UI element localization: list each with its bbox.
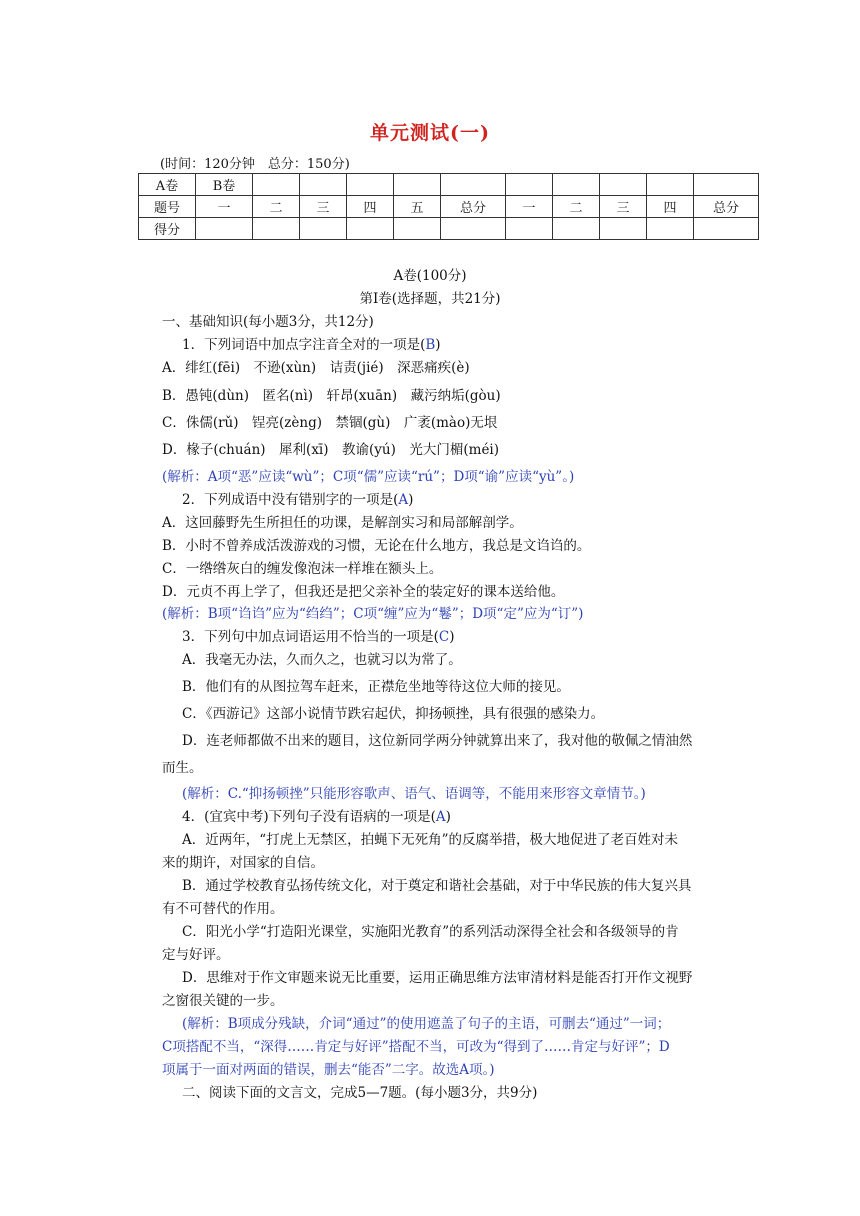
exam-meta: (时间：120分钟 总分：150分) [160, 157, 350, 172]
score-table [138, 173, 759, 240]
page-title: 单元测试(一) [370, 122, 490, 144]
q2-option-a: A．这回藤野先生所担任的功课，是解剖实习和局部解剖学。 [162, 515, 523, 531]
table-cell: 二 [253, 196, 300, 218]
q2-option-b: B．小时不曾养成活泼游戏的习惯，无论在什么地方，我总是文诌诌的。 [162, 538, 591, 554]
table-cell: 得分 [139, 218, 196, 240]
table-cell: 三 [300, 196, 347, 218]
q3-answer: C [438, 629, 450, 645]
table-cell [253, 174, 300, 196]
q3-option-a: A．我毫无办法，久而久之，也就习以为常了。 [182, 652, 462, 668]
q1-option-d: D．椽子(chuán) 犀利(xī) 教谕(yú) 光大门楣(méi) [162, 442, 500, 458]
q4-option-b-cont: 有不可替代的作用。 [162, 901, 284, 917]
q4-option-d-cont: 之窗很关键的一步。 [162, 993, 284, 1009]
table-cell [600, 218, 647, 240]
q2-stem-end: ) [408, 492, 414, 508]
q3-option-d-cont: 而生。 [162, 760, 203, 776]
q3-stem [182, 627, 454, 647]
table-cell [553, 174, 600, 196]
table-cell: 四 [347, 196, 394, 218]
table-cell [347, 174, 394, 196]
q2-option-c: C．一绺绺灰白的缠发像泡沫一样堆在额头上。 [162, 561, 443, 577]
table-cell [600, 174, 647, 196]
table-cell: 题号 [139, 196, 196, 218]
section1-heading: 一、基础知识(每小题3分，共12分) [162, 314, 374, 330]
q1-analysis: (解析：A项“恶”应读“wù”；C项“儒”应读“rú”；D项“谕”应读“yù”。) [162, 469, 575, 485]
q2-stem [182, 490, 413, 510]
q4-analysis-line3: 项属于一面对两面的错误，删去“能否”二字。故选A项。) [162, 1062, 495, 1078]
table-cell: 二 [553, 196, 600, 218]
q4-option-d: D．思维对于作文审题来说无比重要，运用正确思维方法审清材料是能否打开作文视野 [182, 970, 693, 986]
table-cell [647, 174, 694, 196]
table-cell: 一 [506, 196, 553, 218]
q1-answer: B [425, 337, 436, 353]
q4-option-a: A．近两年，“打虎上无禁区，拍蝇下无死角”的反腐举措，极大地促进了老百姓对未 [182, 832, 679, 848]
q2-analysis: (解析：B项“诌诌”应为“绉绉”；C项“缠”应为“鬈”；D项“定”应为“订”) [162, 606, 584, 622]
table-cell [441, 218, 506, 240]
q3-option-d: D．连老师都做不出来的题目，这位新同学两分钟就算出来了，我对他的敬佩之情油然 [182, 733, 693, 749]
q2-answer: A [398, 492, 409, 508]
table-cell [647, 218, 694, 240]
q1-option-c: C．侏儒(rǔ) 锃亮(zèng) 禁锢(gù) 广袤(mào)无垠 [162, 415, 498, 431]
table-cell [196, 218, 253, 240]
q1-option-a: A．绯红(fēi) 不逊(xùn) 诘责(jié) 深恶痛疾(è) [162, 360, 470, 376]
table-cell: 一 [196, 196, 253, 218]
table-cell: A卷 [139, 174, 196, 196]
table-cell [506, 174, 553, 196]
table-row [139, 218, 759, 240]
table-cell [394, 174, 441, 196]
table-cell [441, 174, 506, 196]
q2-stem-text: 2．下列成语中没有错别字的一项是( [182, 492, 399, 508]
q4-stem-text: 4．(宜宾中考)下列句子没有语病的一项是( [182, 809, 436, 825]
table-cell: B卷 [196, 174, 253, 196]
section-a-heading: A卷(100分) [393, 268, 467, 284]
table-cell [300, 218, 347, 240]
q1-stem [182, 335, 441, 355]
table-row [139, 196, 759, 218]
q4-answer: A [435, 809, 446, 825]
q4-option-c: C．阳光小学“打造阳光课堂，实施阳光教育”的系列活动深得全社会和各级领导的肯 [182, 924, 679, 940]
table-row [139, 174, 759, 196]
q4-option-b: B．通过学校教育弘扬传统文化，对于奠定和谐社会基础，对于中华民族的伟大复兴具 [182, 878, 692, 894]
table-cell [694, 174, 759, 196]
q4-stem [182, 807, 451, 827]
q4-option-a-cont: 来的期许，对国家的自信。 [162, 855, 324, 871]
q4-analysis-line1: (解析：B项成分残缺，介词“通过”的使用遮盖了句子的主语，可删去“通过”一词； [182, 1016, 671, 1032]
q1-stem-text: 1．下列词语中加点字注音全对的一项是( [182, 337, 426, 353]
q3-analysis: (解析：C.“抑扬顿挫”只能形容歌声、语气、语调等，不能用来形容文章情节。) [182, 786, 646, 802]
table-cell: 五 [394, 196, 441, 218]
q1-stem-end: ) [435, 337, 441, 353]
table-cell [300, 174, 347, 196]
q4-option-c-cont: 定与好评。 [162, 947, 230, 963]
section2-heading: 二、阅读下面的文言文，完成5—7题。(每小题3分，共9分) [182, 1085, 538, 1101]
table-cell: 四 [647, 196, 694, 218]
q3-option-b: B．他们有的从图拉驾车赶来，正襟危坐地等待这位大师的接见。 [182, 679, 570, 695]
table-cell: 总分 [441, 196, 506, 218]
q3-stem-end: ) [449, 629, 455, 645]
q2-option-d: D．元贞不再上学了，但我还是把父亲补全的装定好的课本送给他。 [162, 584, 565, 600]
table-cell [506, 218, 553, 240]
table-cell [553, 218, 600, 240]
part1-heading: 第Ⅰ卷(选择题，共21分) [359, 291, 501, 307]
table-cell [253, 218, 300, 240]
table-cell: 总分 [694, 196, 759, 218]
q3-option-c: C．《西游记》这部小说情节跌宕起伏，抑扬顿挫，具有很强的感染力。 [182, 706, 605, 722]
q3-stem-text: 3．下列句中加点词语运用不恰当的一项是( [182, 629, 439, 645]
q4-analysis-line2: C项搭配不当，“深得……肯定与好评”搭配不当，可改为“得到了……肯定与好评”；D [162, 1039, 670, 1055]
table-cell [394, 218, 441, 240]
q1-option-b: B．愚钝(dùn) 匿名(nì) 轩昂(xuān) 藏污纳垢(gòu) [162, 388, 501, 404]
table-cell [347, 218, 394, 240]
table-cell: 三 [600, 196, 647, 218]
table-cell [694, 218, 759, 240]
q4-stem-end: ) [445, 809, 451, 825]
